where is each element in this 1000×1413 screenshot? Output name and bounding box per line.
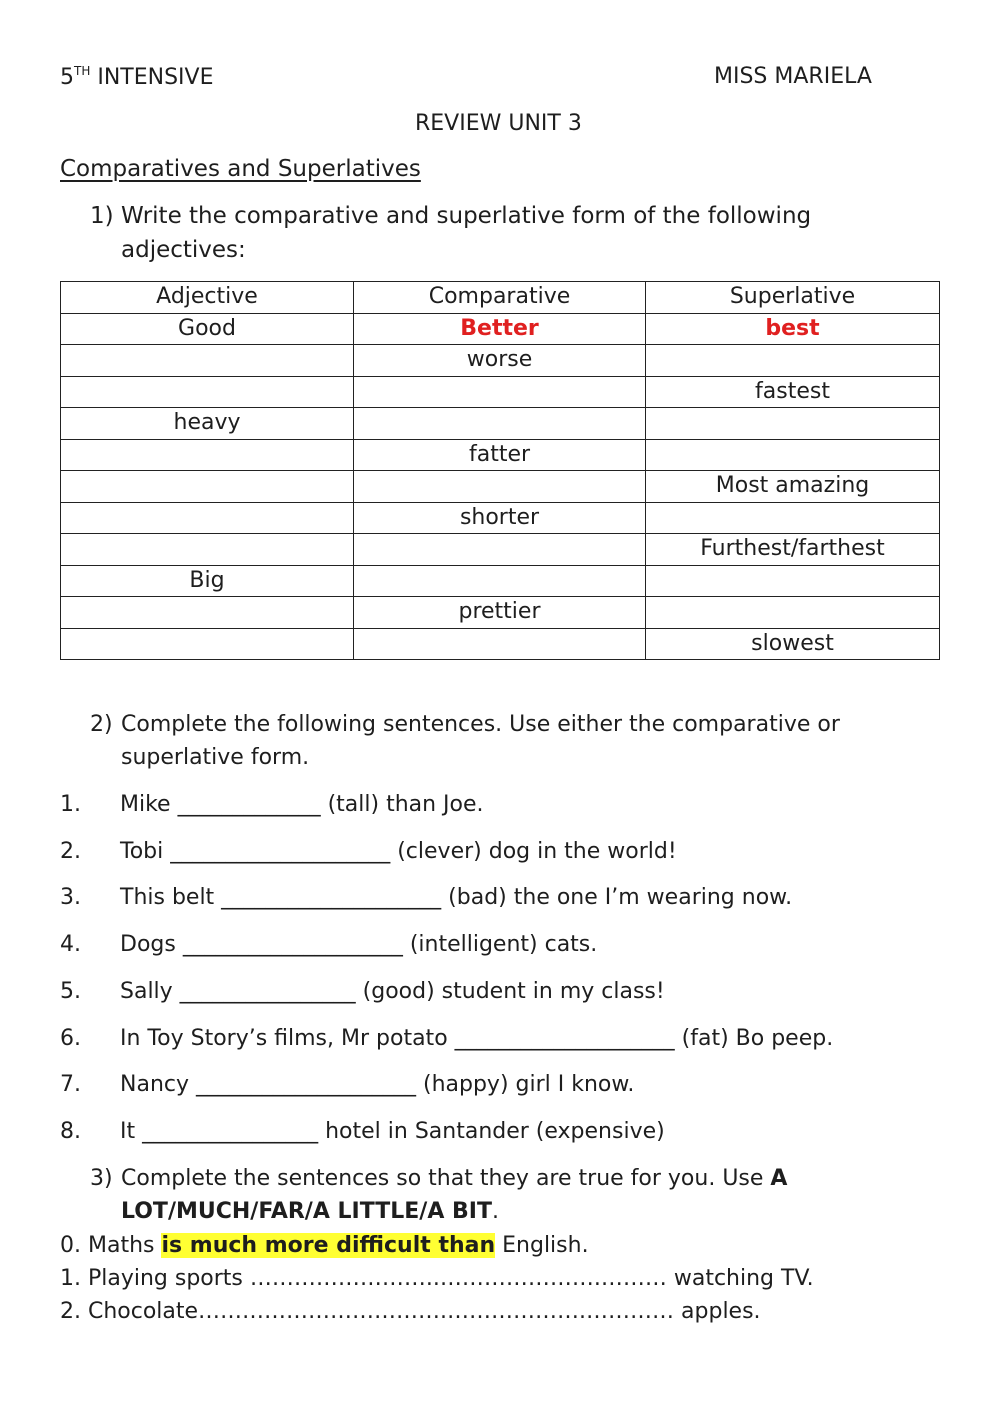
item-number: 5. xyxy=(60,979,81,1004)
table-row xyxy=(61,345,940,377)
item-number: 3. xyxy=(60,885,81,910)
page-title: REVIEW UNIT 3 xyxy=(415,111,582,136)
ex1-number: 1) xyxy=(90,203,114,229)
ex2-number: 2) xyxy=(90,712,113,737)
adjective-cell[interactable] xyxy=(61,376,354,408)
comparative-cell: Better xyxy=(354,313,646,345)
comparative-cell[interactable] xyxy=(354,565,646,597)
adjective-cell[interactable] xyxy=(61,628,354,660)
item-number: 2. xyxy=(60,839,81,864)
ex2-instruction-line2: superlative form. xyxy=(121,745,310,770)
example-highlight: is much more difficult than xyxy=(161,1233,496,1258)
adjective-cell: Good xyxy=(61,313,354,345)
table-row xyxy=(61,439,940,471)
table-row xyxy=(61,628,940,660)
adjective-cell[interactable] xyxy=(61,534,354,566)
ex3-number: 3) xyxy=(90,1166,113,1191)
ex1-instruction-line1: Write the comparative and superlative form of the following xyxy=(121,203,812,229)
superlative-cell[interactable] xyxy=(646,565,940,597)
comparative-cell: fatter xyxy=(354,439,646,471)
sentence-item[interactable]: In Toy Story’s films, Mr potato ____________________ (fat) Bo peep. xyxy=(120,1026,834,1051)
table-row xyxy=(61,597,940,629)
item-number: 6. xyxy=(60,1026,81,1051)
superlative-cell[interactable] xyxy=(646,439,940,471)
comparative-cell[interactable] xyxy=(354,408,646,440)
sentence-item[interactable]: Sally ________________ (good) student in my class! xyxy=(120,979,665,1004)
ex1-instruction-line2: adjectives: xyxy=(121,237,246,263)
sentence-item[interactable]: Mike _____________ (tall) than Joe. xyxy=(120,792,484,817)
superlative-cell[interactable] xyxy=(646,345,940,377)
adjective-forms-table xyxy=(60,281,940,660)
item-number: 7. xyxy=(60,1072,81,1097)
comparative-cell: prettier xyxy=(354,597,646,629)
ex3-example: 0. Maths is much more difficult than English. xyxy=(60,1233,589,1258)
section-title: Comparatives and Superlatives xyxy=(60,156,421,182)
comparative-cell[interactable] xyxy=(354,376,646,408)
adjective-cell: Big xyxy=(61,565,354,597)
table-row xyxy=(61,408,940,440)
table-row xyxy=(61,313,940,345)
item-number: 1. xyxy=(60,792,81,817)
sentence-item[interactable]: This belt ____________________ (bad) the one I’m wearing now. xyxy=(120,885,793,910)
ex3-instruction-line2: LOT/MUCH/FAR/A LITTLE/A BIT. xyxy=(121,1199,499,1224)
table-row xyxy=(61,471,940,503)
class-label: 5TH INTENSIVE xyxy=(60,64,214,90)
item-number: 4. xyxy=(60,932,81,957)
table-row xyxy=(61,502,940,534)
comparative-cell: shorter xyxy=(354,502,646,534)
sentence-item[interactable]: Dogs ____________________ (intelligent) cats. xyxy=(120,932,598,957)
sentence-item[interactable]: Tobi ____________________ (clever) dog in the world! xyxy=(120,839,677,864)
ex2-instruction-line1: Complete the following sentences. Use either the comparative or xyxy=(121,712,840,737)
superlative-cell[interactable] xyxy=(646,408,940,440)
comparative-cell[interactable] xyxy=(354,471,646,503)
table-header-row xyxy=(61,282,940,314)
superlative-cell: Furthest/farthest xyxy=(646,534,940,566)
table-row xyxy=(61,565,940,597)
comparative-cell[interactable] xyxy=(354,534,646,566)
adjective-cell[interactable] xyxy=(61,502,354,534)
adjective-cell[interactable] xyxy=(61,471,354,503)
superlative-cell: best xyxy=(646,313,940,345)
table-row xyxy=(61,534,940,566)
header-comparative: Comparative xyxy=(354,282,646,314)
comparative-cell[interactable] xyxy=(354,628,646,660)
adjective-cell[interactable] xyxy=(61,439,354,471)
superlative-cell[interactable] xyxy=(646,597,940,629)
superlative-cell: slowest xyxy=(646,628,940,660)
header-superlative: Superlative xyxy=(646,282,940,314)
table-row xyxy=(61,376,940,408)
ex3-item-2[interactable]: 2. Chocolate…………………………….……………….………… apples. xyxy=(60,1299,761,1324)
ex3-item-1[interactable]: 1. Playing sports ……………………..………………….……… watching TV. xyxy=(60,1266,814,1291)
superlative-cell[interactable] xyxy=(646,502,940,534)
sentence-item[interactable]: It ________________ hotel in Santander (expensive) xyxy=(120,1119,665,1144)
adjective-cell[interactable] xyxy=(61,597,354,629)
item-number: 8. xyxy=(60,1119,81,1144)
teacher-name: MISS MARIELA xyxy=(714,64,872,89)
header-adjective: Adjective xyxy=(61,282,354,314)
sentence-item[interactable]: Nancy ____________________ (happy) girl I know. xyxy=(120,1072,635,1097)
superlative-cell: Most amazing xyxy=(646,471,940,503)
superlative-cell: fastest xyxy=(646,376,940,408)
adjective-cell: heavy xyxy=(61,408,354,440)
ex3-instruction-line1: Complete the sentences so that they are true for you. Use A xyxy=(121,1166,788,1191)
adjective-cell[interactable] xyxy=(61,345,354,377)
comparative-cell: worse xyxy=(354,345,646,377)
